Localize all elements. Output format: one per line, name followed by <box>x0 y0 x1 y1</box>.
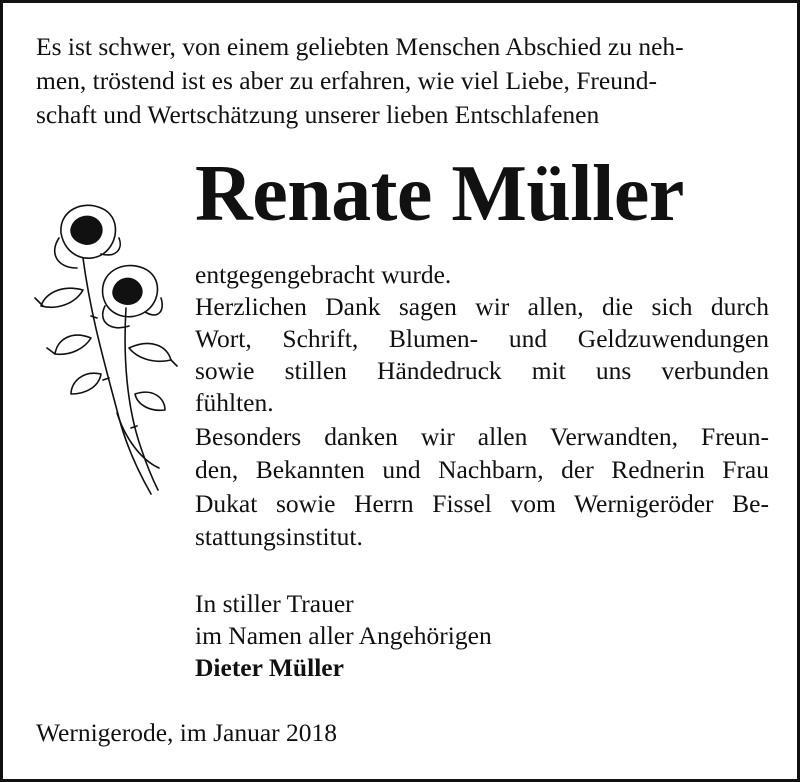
body-line-3: Wort, Schrift, Blumen- und Geldzuwendungen <box>195 324 769 353</box>
body-line-7: den, Bekannten und Nachbarn, der Rednerin Frau <box>195 455 769 484</box>
closing-line-2: im Namen aller Angehörigen <box>195 621 492 650</box>
closing-line-1: In stiller Trauer <box>195 589 354 618</box>
deceased-name: Renate Müller <box>195 150 684 238</box>
body-line-1: entgegengebracht wurde. <box>195 260 452 289</box>
intro-line-3: schaft und Wertschätzung unserer lieben Entschlafenen <box>36 100 600 129</box>
intro-line-1: Es ist schwer, von einem geliebten Menschen Abschied zu neh- <box>36 32 684 61</box>
body-line-5: fühlten. <box>195 388 274 417</box>
roses-illustration-icon <box>31 198 181 503</box>
signer-name: Dieter Müller <box>195 653 344 682</box>
body-line-4: sowie stillen Händedruck mit uns verbunden <box>195 356 769 385</box>
body-line-8: Dukat sowie Herrn Fissel vom Wernigeröder Be- <box>195 489 769 518</box>
intro-line-2: men, tröstend ist es aber zu erfahren, wie viel Liebe, Freund- <box>36 66 657 95</box>
body-line-9: stattungsinstitut. <box>195 522 363 551</box>
place-date: Wernigerode, im Januar 2018 <box>36 718 338 747</box>
body-line-2: Herzlichen Dank sagen wir allen, die sich durch <box>195 292 769 321</box>
body-line-6: Besonders danken wir allen Verwandten, Freun- <box>195 422 769 451</box>
